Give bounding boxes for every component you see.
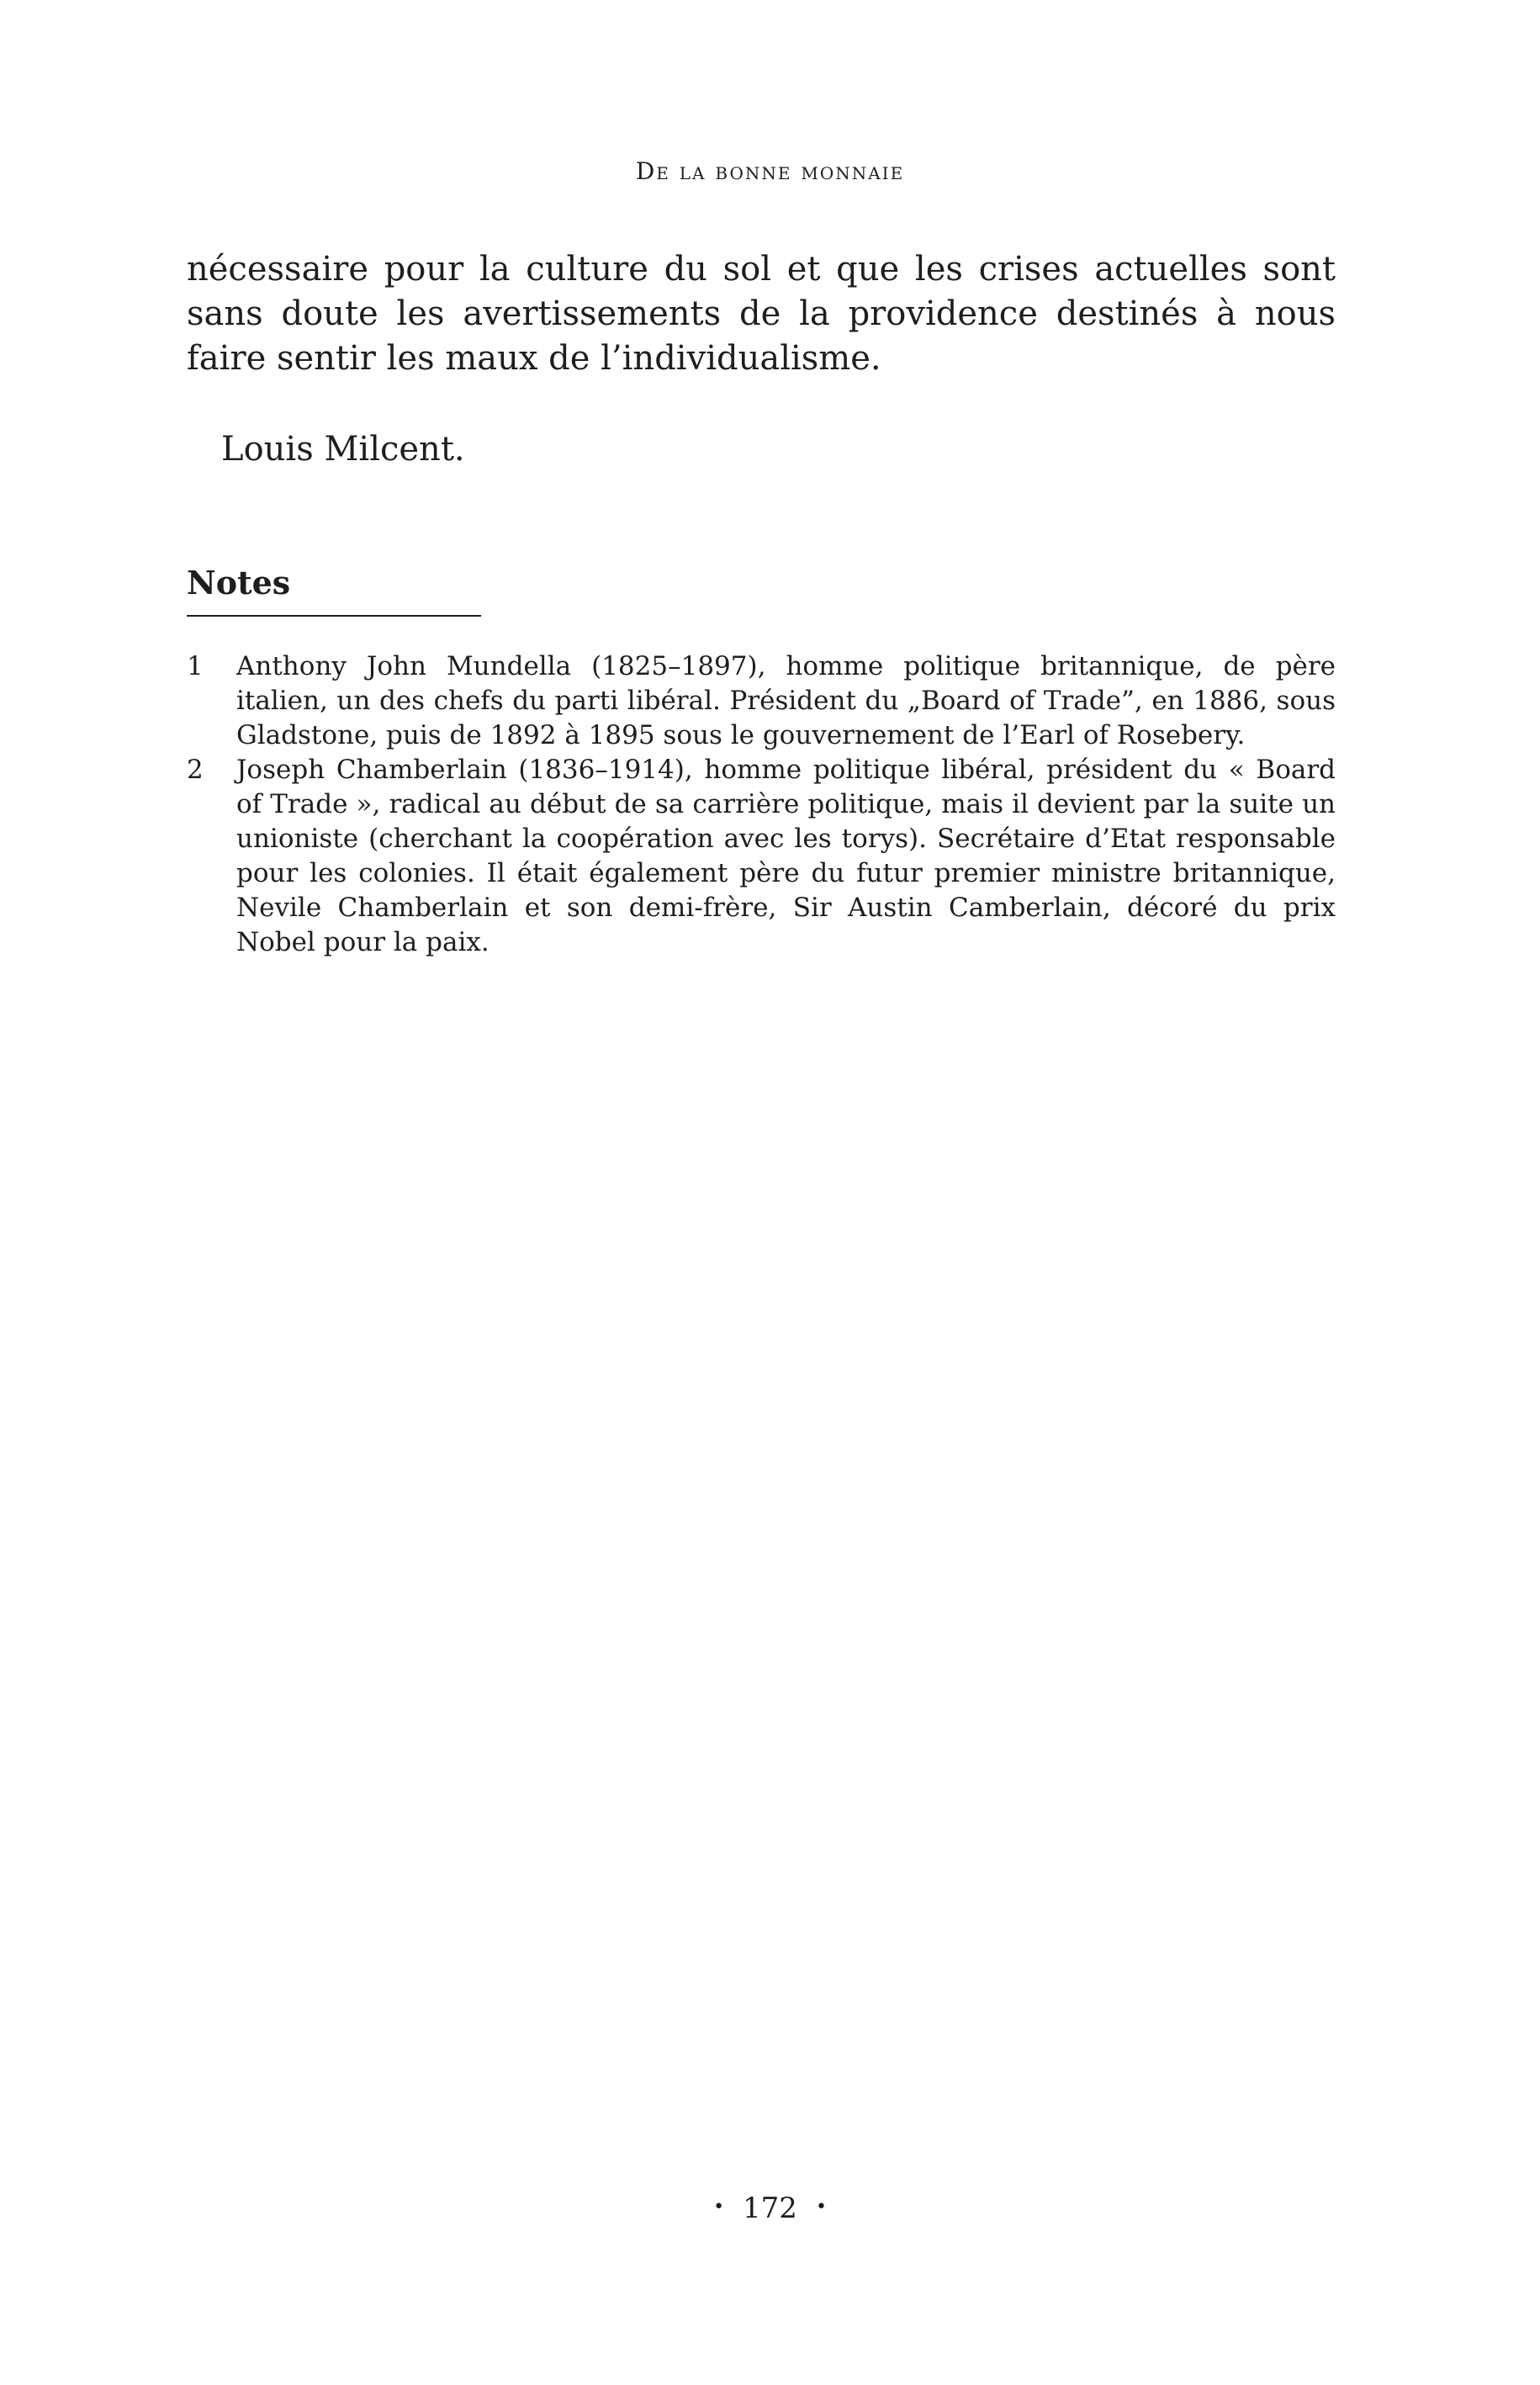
footnote-number: 2 (187, 755, 204, 785)
notes-heading: Notes (187, 564, 291, 602)
bullet-ornament-left: • (713, 2197, 725, 2218)
footnote-number: 1 (187, 651, 204, 681)
footnote-1 (187, 649, 1336, 753)
page-number: 172 (743, 2192, 797, 2225)
author-signature: Louis Milcent. (221, 430, 465, 469)
footnote-2 (187, 753, 1336, 960)
notes-divider (187, 615, 481, 617)
footnote-text: Joseph Chamberlain (1836–1914), homme politique libéral, président du « Board of Trade », radical au début de sa carrière politique, mais il devient par la suite un unioniste (cherchant la coopération avec les torys). Secrétaire d’Etat responsable pour les colonies. Il était également père du futur premier ministre britannique, Nevile Chamberlain et son demi-frère, Sir Austin Camberlain, décoré du prix Nobel pour la paix. (236, 755, 1336, 957)
footnote-text: Anthony John Mundella (1825–1897), homme politique britannique, de père italien, un des chefs du parti libéral. Président du „Board of Trade”, en 1886, sous Gladstone, puis de 1892 à 1895 sous le gouvernement de l’Earl of Rosebery. (236, 651, 1336, 750)
notes-list (187, 649, 1336, 960)
running-head: De la bonne monnaie (635, 157, 905, 185)
bullet-ornament-right: • (815, 2197, 827, 2218)
page-footer (0, 2190, 1540, 2229)
body-paragraph: nécessaire pour la culture du sol et que les crises actuelles sont sans doute les avertissements de la providence destinés à nous faire sentir les maux de l’individualisme. (187, 250, 1336, 378)
